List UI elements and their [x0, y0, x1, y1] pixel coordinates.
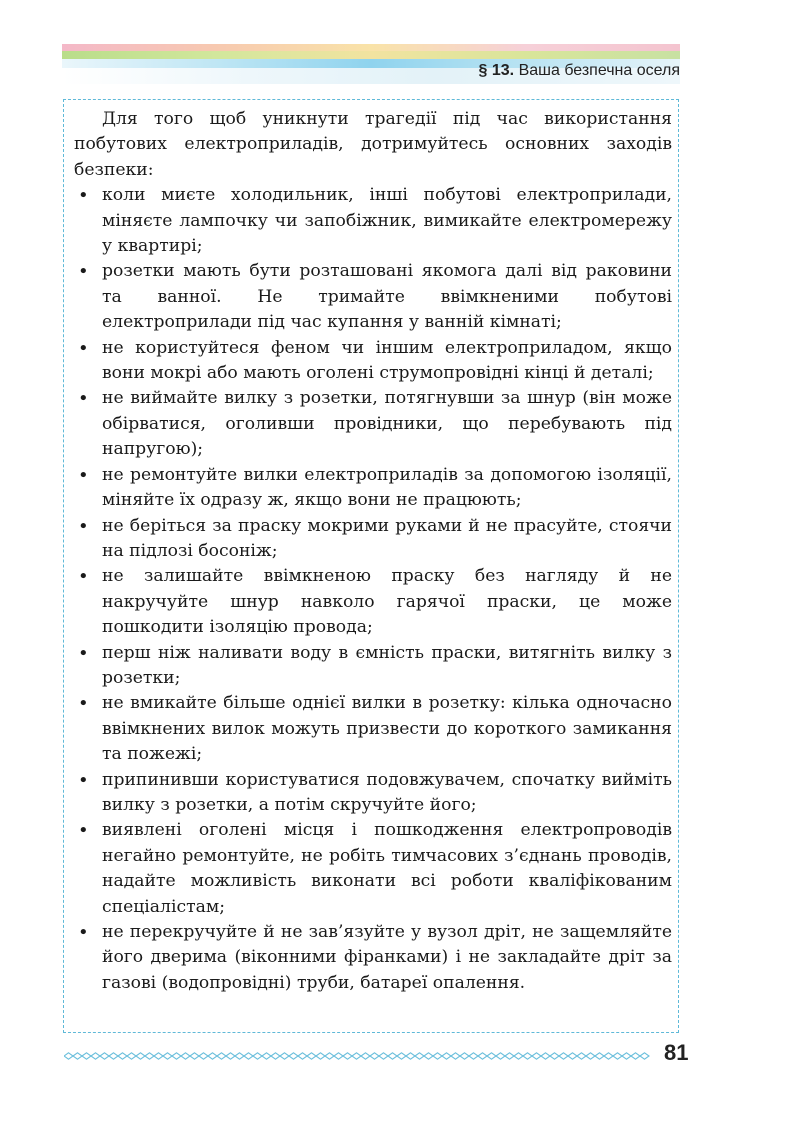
footer-diamond — [280, 1053, 289, 1059]
footer-diamond — [226, 1053, 235, 1059]
bullet-icon: • — [78, 388, 89, 410]
section-number: § 13. — [478, 62, 515, 79]
footer-diamond — [253, 1053, 262, 1059]
section-title: Ваша безпечна оселя — [518, 62, 680, 79]
running-header — [479, 62, 680, 80]
list-item — [74, 463, 672, 514]
footer-diamond — [199, 1053, 208, 1059]
footer-diamond — [217, 1053, 226, 1059]
list-item — [74, 386, 672, 462]
footer-diamond — [631, 1053, 640, 1059]
footer-diamond — [181, 1053, 190, 1059]
footer-diamond — [541, 1053, 550, 1059]
bullet-icon: • — [78, 566, 89, 588]
list-item-text: не вмикайте більше однієї вилки в розетку: кілька одночасно ввімкнених вилок можуть призвести до короткого замикання та пожежі; — [102, 693, 672, 765]
list-item-text: припинивши користуватися подовжувачем, спочатку вийміть вилку з розетки, а потім скручуйте його; — [102, 769, 672, 815]
list-item — [74, 641, 672, 692]
footer-diamond — [298, 1053, 307, 1059]
footer-diamond — [604, 1053, 613, 1059]
footer-diamond — [460, 1053, 469, 1059]
footer-diamond — [64, 1053, 73, 1059]
footer-diamond — [271, 1053, 280, 1059]
footer-diamond — [379, 1053, 388, 1059]
footer-diamond — [145, 1053, 154, 1059]
footer-diamond — [307, 1053, 316, 1059]
footer-diamond — [496, 1053, 505, 1059]
list-item — [74, 514, 672, 565]
list-item-text: не беріться за праску мокрими руками й не прасуйте, стоячи на підлозі босоніж; — [102, 515, 672, 561]
footer-diamond — [190, 1053, 199, 1059]
footer-diamond — [469, 1053, 478, 1059]
page-number: 81 — [664, 1040, 689, 1065]
footer-diamond — [388, 1053, 397, 1059]
footer-diamond — [559, 1053, 568, 1059]
footer-diamond — [586, 1053, 595, 1059]
footer-diamond — [577, 1053, 586, 1059]
footer-diamond — [505, 1053, 514, 1059]
footer-diamond — [613, 1053, 622, 1059]
footer-diamond — [262, 1053, 271, 1059]
bullet-icon: • — [78, 642, 89, 664]
footer-diamond — [289, 1053, 298, 1059]
safety-rules-list — [74, 183, 672, 996]
footer-diamond — [487, 1053, 496, 1059]
footer-diamond — [640, 1053, 649, 1059]
footer-diamond — [136, 1053, 145, 1059]
list-item — [74, 259, 672, 335]
footer-diamond — [109, 1053, 118, 1059]
footer-diamond — [568, 1053, 577, 1059]
footer-diamond — [73, 1053, 82, 1059]
footer-diamond — [244, 1053, 253, 1059]
footer-diamond — [82, 1053, 91, 1059]
header-stripe-pink — [62, 44, 680, 51]
footer-diamond — [127, 1053, 136, 1059]
footer-decoration — [64, 1049, 656, 1063]
footer-diamond — [370, 1053, 379, 1059]
footer-diamond — [154, 1053, 163, 1059]
footer-diamond — [343, 1053, 352, 1059]
list-item-text: розетки мають бути розташовані якомога далі від раковини та ванної. Не тримайте ввімкненими побутові електроприлади під час купання у ванній кімнаті; — [102, 261, 672, 333]
footer-diamond — [361, 1053, 370, 1059]
footer-diamond — [172, 1053, 181, 1059]
footer-diamond — [478, 1053, 487, 1059]
bullet-icon: • — [78, 464, 89, 486]
list-item — [74, 336, 672, 387]
list-item-text: виявлені оголені місця і пошкодження електропроводів негайно ремонтуйте, не робіть тимчасових з’єднань проводів, надайте можливість виконати всі роботи кваліфікованим спеціалістам; — [102, 820, 672, 917]
footer-diamond — [316, 1053, 325, 1059]
safety-rules-text — [74, 107, 672, 996]
list-item — [74, 920, 672, 996]
bullet-icon: • — [78, 515, 89, 537]
list-item — [74, 818, 672, 920]
header-stripe-green — [62, 51, 680, 59]
list-item — [74, 691, 672, 767]
bullet-icon: • — [78, 693, 89, 715]
footer-diamond — [100, 1053, 109, 1059]
footer-diamond — [397, 1053, 406, 1059]
footer-diamond — [91, 1053, 100, 1059]
intro-paragraph: Для того щоб уникнути трагедії під час використання побутових електроприладів, дотримуйтесь основних заходів безпеки: — [74, 109, 672, 180]
list-item-text: не виймайте вилку з розетки, потягнувши за шнур (він може обірватися, оголивши провідники, що перебувають під напругою); — [102, 388, 672, 460]
footer-diamond — [118, 1053, 127, 1059]
list-item-text: не залишайте ввімкненою праску без нагляду й не накручуйте шнур навколо гарячої праски, це може пошкодити ізоляцію провода; — [102, 566, 672, 638]
footer-diamond — [163, 1053, 172, 1059]
footer-diamond — [415, 1053, 424, 1059]
list-item — [74, 768, 672, 819]
footer-diamond — [442, 1053, 451, 1059]
list-item-text: не ремонтуйте вилки електроприладів за допомогою ізоляції, міняйте їх одразу ж, якщо вони не працюють; — [102, 464, 672, 511]
footer-diamond — [523, 1053, 532, 1059]
footer-diamond — [208, 1053, 217, 1059]
footer-diamond — [406, 1053, 415, 1059]
footer-diamond — [352, 1053, 361, 1059]
footer-diamond — [514, 1053, 523, 1059]
list-item-text: перш ніж наливати воду в ємність праски, витягніть вилку з розетки; — [102, 642, 672, 688]
list-item-text: коли миєте холодильник, інші побутові електроприлади, міняєте лампочку чи запобіжник, вимикайте електромережу у квартирі; — [102, 185, 672, 257]
bullet-icon: • — [78, 922, 89, 943]
footer-diamond — [433, 1053, 442, 1059]
bullet-icon: • — [78, 820, 89, 842]
list-item — [74, 564, 672, 640]
footer-diamond — [550, 1053, 559, 1059]
list-item — [74, 183, 672, 259]
footer-diamond — [532, 1053, 541, 1059]
bullet-icon: • — [78, 261, 89, 283]
bullet-icon: • — [78, 769, 89, 791]
footer-diamond — [325, 1053, 334, 1059]
footer-diamond — [451, 1053, 460, 1059]
footer-diamond — [424, 1053, 433, 1059]
footer-diamond — [235, 1053, 244, 1059]
footer-diamond — [622, 1053, 631, 1059]
list-item-text: не користуйтеся феном чи іншим електроприладом, якщо вони мокрі або мають оголені струмопровідні кінці й деталі; — [102, 337, 672, 384]
bullet-icon: • — [78, 185, 89, 207]
footer-diamond — [334, 1053, 343, 1059]
footer-diamond — [595, 1053, 604, 1059]
bullet-icon: • — [78, 337, 89, 359]
list-item-text: не перекручуйте й не зав’язуйте у вузол дріт, не защемляйте його дверима (віконними фіранками) і не закладайте дріт за газові (водопровідні) труби, батареї опалення. — [102, 922, 672, 993]
